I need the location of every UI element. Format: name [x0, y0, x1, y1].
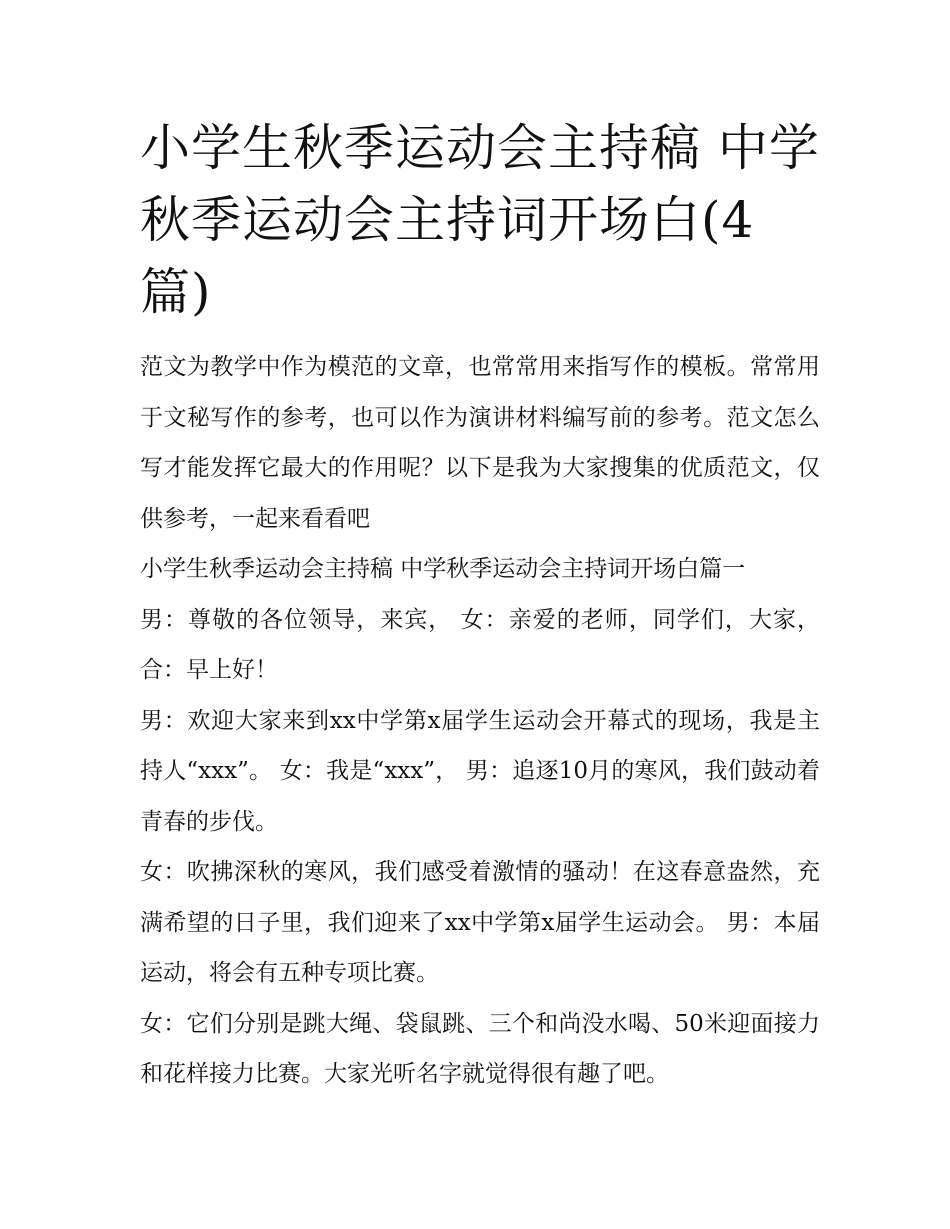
document-page [140, 112, 820, 1100]
paragraph-greeting: 男：尊敬的各位领导，来宾， 女：亲爱的老师，同学们，大家， 合：早上好！ [140, 606, 820, 683]
paragraph-events: 女：它们分别是跳大绳、袋鼠跳、三个和尚没水喝、50米迎面接力和花样接力比赛。大家光听名字就觉得很有趣了吧。 [140, 1010, 820, 1087]
paragraph-section-heading: 小学生秋季运动会主持稿 中学秋季运动会主持词开场白篇一 [140, 556, 746, 582]
paragraph-welcome: 男：欢迎大家来到xx中学第x届学生运动会开幕式的现场，我是主持人“xxx”。 女：我是“xxx”， 男：追逐10月的寒风，我们鼓动着青春的步伐。 [140, 707, 820, 835]
paragraph-intro: 范文为教学中作为模范的文章，也常常用来指写作的模板。常常用于文秘写作的参考，也可以作为演讲材料编写前的参考。范文怎么写才能发挥它最大的作用呢？以下是我为大家搜集的优质范文，仅供参考，一起来看看吧 [140, 354, 820, 532]
paragraph-autumn-wind: 女：吹拂深秋的寒风，我们感受着激情的骚动！在这春意盎然，充满希望的日子里，我们迎来了xx中学第x届学生运动会。 男：本届运动，将会有五种专项比赛。 [140, 859, 820, 986]
document-title: 小学生秋季运动会主持稿 中学秋季运动会主持词开场白(4篇) [140, 119, 820, 321]
